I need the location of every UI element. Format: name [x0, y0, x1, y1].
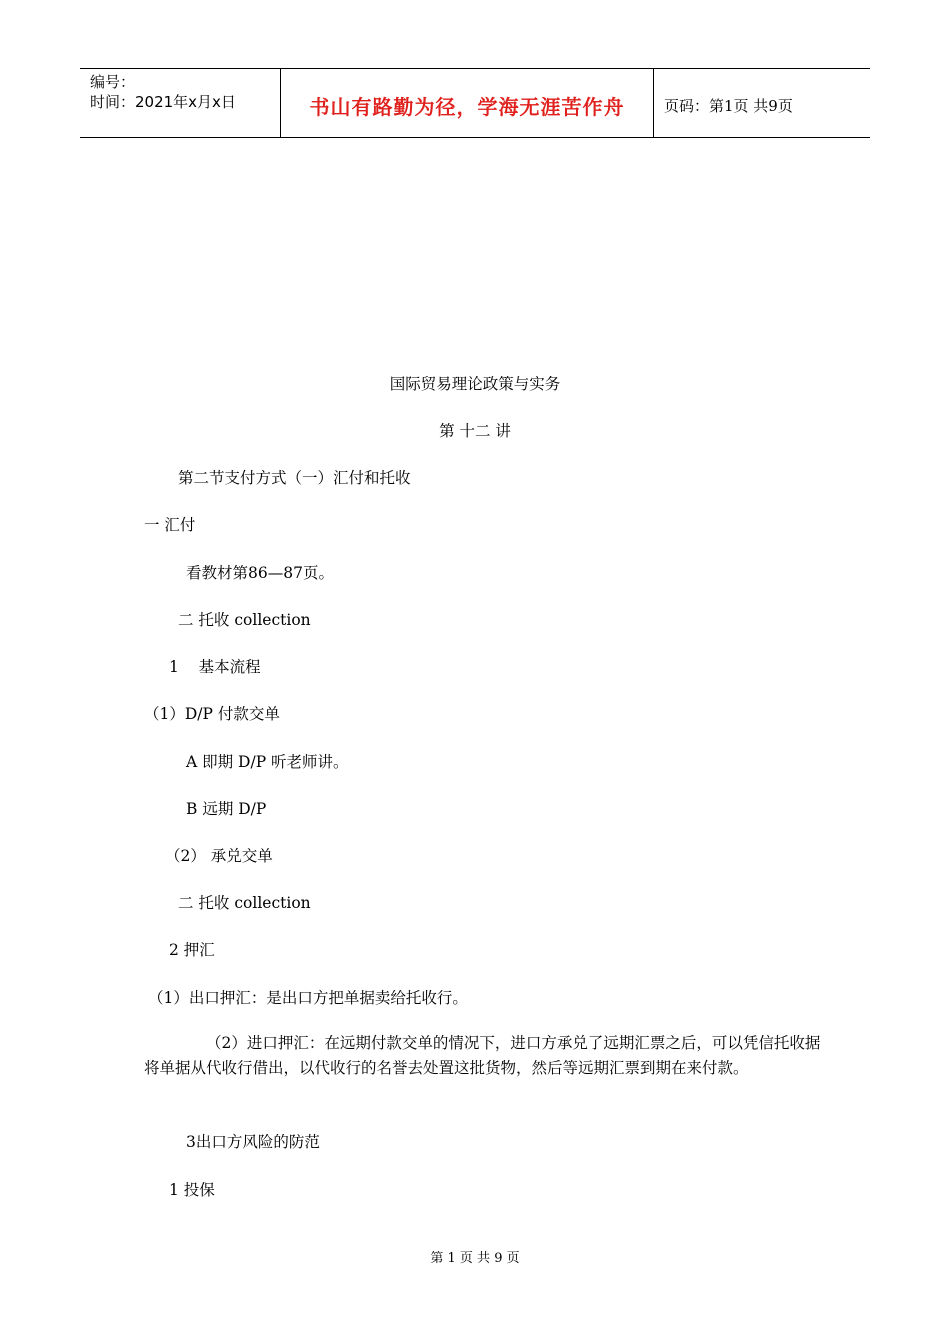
header-meta-cell: [80, 69, 281, 137]
number-label: 编号：: [90, 73, 136, 91]
lecture-heading: 第 十二 讲: [439, 422, 511, 440]
body-paragraph: （2）进口押汇：在远期付款交单的情况下，进口方承兑了远期汇票之后，可以凭信托收据将单据从代收行借出，以代收行的名誉去处置这批货物，然后等远期汇票到期在来付款。: [144, 1034, 821, 1077]
text-line: （1）D/P 付款交单: [144, 705, 280, 723]
header-motto-cell: [281, 69, 654, 137]
time-label: 时间：2021年x月x日: [90, 93, 236, 111]
motto: 书山有路勤为径，学海无涯苦作舟: [309, 95, 625, 119]
text-line: 1 基本流程: [169, 658, 261, 676]
text-line: A 即期 D/P 听老师讲。: [186, 753, 349, 771]
header-page-cell: [654, 69, 870, 137]
page-info: 页码：第1页 共9页: [664, 97, 793, 115]
section-heading: 第二节支付方式（一）汇付和托收: [178, 469, 411, 487]
page-footer: 第 1 页 共 9 页: [430, 1251, 520, 1266]
text-line: 一 汇付: [144, 516, 196, 534]
document-header: [80, 68, 870, 138]
text-line: 看教材第86—87页。: [186, 564, 334, 582]
text-line: 二 托收 collection: [178, 611, 311, 629]
text-line: （2） 承兑交单: [165, 847, 273, 865]
document-title: 国际贸易理论政策与实务: [389, 375, 561, 393]
text-line: 二 托收 collection: [178, 894, 311, 912]
text-line: B 远期 D/P: [186, 800, 267, 818]
text-line: 3出口方风险的防范: [186, 1133, 320, 1151]
text-line: （1）出口押汇：是出口方把单据卖给托收行。: [148, 989, 468, 1007]
text-line: 2 押汇: [169, 941, 215, 959]
text-line: 1 投保: [169, 1181, 215, 1199]
